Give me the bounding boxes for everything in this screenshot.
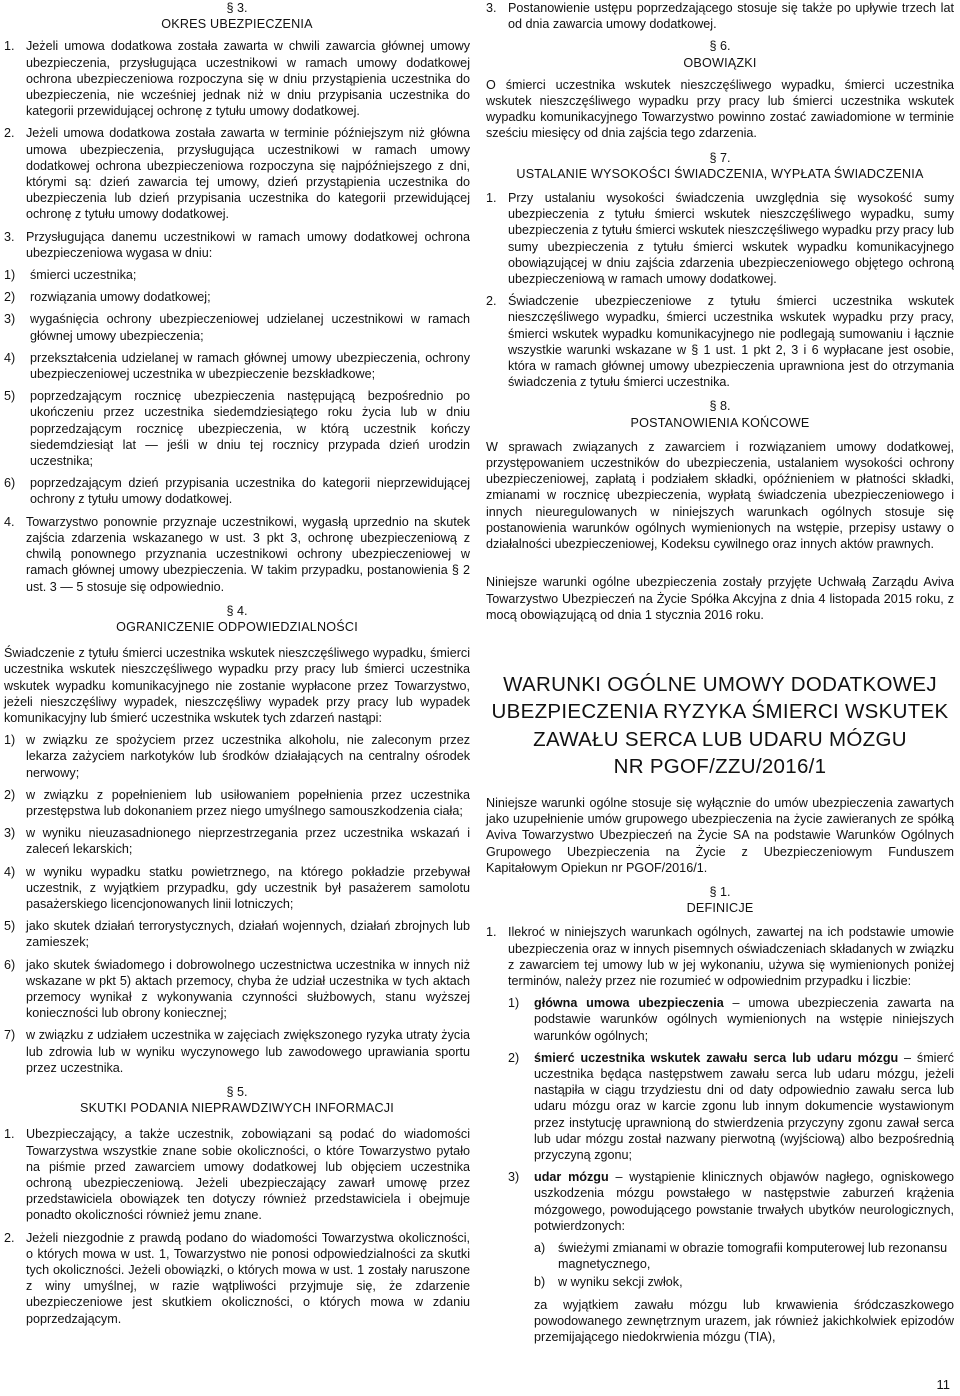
sub-sub-number: a) [534,1240,546,1255]
list-item [486,293,954,390]
item-number: 7) [4,1028,16,1043]
item-number: 5) [4,919,16,934]
definition-body: – wystąpienie klinicznych objawów nagłego, ogniskowego uszkodzenia mózgu powstałego w następstwie zaburzeń krążenia mózgowego, powodującego powstanie trwałych ubytków neurologicznych, potwierdzonych: [534,1170,954,1233]
definition-body: – śmierć uczestnika będąca następstwem zawału serca lub udaru mózgu, jeżeli nastąpiła w ciągu trzydziestu dni od daty odpowiednio zawału serca lub udaru mózgu oraz w karcie zgonu lub innym dokumencie wystawionym przez instytucję uprawnioną do stwierdzenia przyczyny zgonu zawał serca lub udar mózgu został nazwany pierwotną (wyjściową) albo bezpośrednią przyczyną zgonu; [534,1050,954,1162]
item-number: 2. [4,126,15,141]
section-number: § 6. [709,39,731,54]
section-title: OBOWIĄZKI [683,55,757,70]
list-item [4,38,470,119]
section-number: § 7. [709,150,731,165]
adoption-text: Niniejsze warunki ogólne ubezpieczenia zostały przyjęte Uchwałą Zarządu Aviva Towarzystwo Ubezpieczeń na Życie Spółka Akcyjna z dnia 4 listopada 2015 roku, z mocą obowiązującą od dnia 1 stycznia 2016 roku. [486,575,954,622]
sub-number: 4) [4,350,16,365]
list-item [486,190,954,287]
definition-text [534,995,954,1044]
page-number: 11 [936,1377,950,1392]
definition-3-tail: za wyjątkiem zawału mózgu lub krwawienia śródczaszkowego powodowanego zewnętrznym urazem, jak również jakichkolwiek epizodów przemijającego niedokrwienia mózgu (TIA), [534,1297,954,1344]
sub-text: śmierci uczestnika; [30,268,137,283]
definitions-list [486,995,954,1345]
item-number: 1. [4,39,15,54]
sub-item [4,289,470,305]
section-5-heading [4,1084,470,1116]
section-4-intro: Świadczenie z tytułu śmierci uczestnika wskutek nieszczęśliwego wypadku, śmierci uczestnika wskutek nieszczęśliwego wypadku przy pracy lub śmierci uczestnika wskutek wypadku komunikacyjnego nie zostanie wypłacone przez Towarzystwo, jeżeli nieszczęśliwy wypadek, nieszczęśliwy wypadek przy pracy lub wypadek komunikacyjny lub śmierć uczestnika wskutek tych zdarzeń nastąpi: [4,646,470,725]
definition-term: śmierć uczestnika wskutek zawału serca lub udaru mózgu [534,1050,899,1065]
item-text: jako skutek działań terrorystycznych, działań wojennych, działań zbrojnych lub zamieszek; [26,919,470,950]
definition-term: udar mózgu [534,1170,609,1185]
item-number: 3. [486,1,497,15]
item-number: 2. [486,294,497,309]
list-item [4,918,470,950]
section-8-heading [486,398,954,430]
sub-sub-number: b) [534,1275,546,1290]
list-item [486,924,954,989]
definition-term: główna umowa ubezpieczenia [534,996,724,1011]
sub-item [4,311,470,343]
item-text: Towarzystwo ponownie przyznaje uczestnikowi, wygasłą uprzednio na skutek zajścia zdarzenia wskazanego w ust. 3 pkt 3, ochronę ubezpieczeniową z chwilą ponownego przyznania uczestnikowi ochrony ubezpieczeniowej w ramach głównej umowy ubezpieczenia. W takim przypadku, postanowienia § 2 ust. 3 — 5 stosuje się odpowiednio. [26,514,470,594]
sub-number: 1) [508,996,520,1011]
right-column [486,0,954,1351]
list-item [4,1027,470,1076]
sub-text: wygaśnięcia ochrony ubezpieczeniowej udzielanej uczestnikowi w ramach głównej umowy ubezpieczenia; [30,312,470,343]
section-title: SKUTKI PODANIA NIEPRAWDZIWYCH INFORMACJI [79,1101,394,1116]
sub-sub-item [534,1274,954,1290]
section-title: POSTANOWIENIA KOŃCOWE [630,415,810,430]
sub-number: 5) [4,389,16,404]
definition-text [534,1169,954,1234]
section-4-heading [4,603,470,635]
item-number: 1. [486,191,497,206]
section-3-heading [4,0,470,32]
sub-number: 2) [4,290,16,305]
section-title: USTALANIE WYSOKOŚCI ŚWIADCZENIA, WYPŁATA ŚWIADCZENIA [516,166,924,181]
item-text: Postanowienie ustępu poprzedzającego stosuje się także po upływie trzech lat od dnia zawarcia umowy dodatkowej. [508,1,954,32]
definition-body: – umowa ubezpieczenia zawarta na podstawie warunków ogólnych wymienionych na wstępie niniejszych warunków ogólnych; [534,996,954,1043]
item-number: 2) [4,787,16,802]
sub-item [4,475,470,507]
list-item [4,957,470,1022]
sub-sub-item [534,1240,954,1272]
document-title-line: UBEZPIECZENIA RYZYKA ŚMIERCI WSKUTEK [491,700,949,724]
item-number: 4) [4,864,16,879]
document-title-line: NR PGOF/ZZU/2016/1 [613,755,827,779]
item-number: 1) [4,733,16,748]
item-text: w związku z udziałem uczestnika w zajęciach zwiększonego ryzyka utraty życia lub zdrowia lub w wyniku wyczynowego lub zawodowego uprawiania sportu przez uczestnika. [26,1028,470,1075]
item-number: 6) [4,957,16,972]
sub-sub-text: świeżymi zmianami w obrazie tomografii komputerowej lub rezonansu magnetycznego, [558,1240,948,1272]
section-title: DEFINICJE [686,901,754,916]
section-7-heading [486,150,954,182]
item-number: 2. [4,1230,15,1245]
section-8-text: W sprawach związanych z zawarciem i rozwiązaniem umowy dodatkowej, przystępowaniem uczestników do ubezpieczenia, ustalaniem wysokości ochrony ubezpieczeniowej, zapłatą i podziałem składki, opóźnieniem w płatności składki, zmianami w rocznicę ubezpieczenia, wypłatą świadczenia ubezpieczeniowego i innych nieuregulowanych w niniejszych warunkach ogólnych stosuje się postanowienia warunków ogólnych wymienionych na wstępie, przepisy ustawy o działalności ubezpieczeniowej, Kodeksu cywilnego oraz innych aktów prawnych. [486,439,954,552]
item-text: Ubezpieczający, a także uczestnik, zobowiązani są podać do wiadomości Towarzystwa wszystkie znane sobie okoliczności, o które Towarzystwo pytało na piśmie przed zawarciem umowy dodatkowej lub objęciem uczestnika ochroną ubezpieczeniową. Jeżeli ubezpieczający zawarł umowę przez przedstawiciela obowiązek ten dotyczy również przedstawiciela i obejmuje ponadto okoliczności również jemu znane. [26,1127,470,1223]
list-item [4,732,470,781]
section-6-text: O śmierci uczestnika wskutek nieszczęśliwego wypadku, śmierci uczestnika wskutek nieszczęśliwego wypadku przy pracy lub śmierci uczestnika wskutek wypadku komunikacyjnego Towarzystwo powinno zostać zawiadomione w terminie sześciu miesięcy od dnia zajścia tego zdarzenia. [486,77,954,141]
intro-text: Niniejsze warunki ogólne stosuje się wyłącznie do umów ubezpieczenia zawartych jako uzupełnienie umów grupowego ubezpieczenia na życie zawieranych ze spółką Aviva Towarzystwo Ubezpieczeń na Życie SA na podstawie Warunków Ogólnych Grupowego Ubezpieczenia na Życie z Ubezpieczeniowym Funduszem Kapitałowym Opiekun nr PGOF/2016/1. [486,795,954,875]
definition-item [508,1050,954,1163]
definition-3-sublist [508,1240,954,1345]
section-title: OKRES UBEZPIECZENIA [161,17,313,32]
item-text: w związku z popełnieniem lub usiłowaniem popełnienia przez uczestnika przestępstwa lub dokonaniem przez niego umyślnego samouszkodzenia ciała; [26,787,470,818]
sub-number: 1) [4,268,16,283]
section-number: § 5. [226,1084,248,1099]
list-item [4,787,470,819]
document-title-line: WARUNKI OGÓLNE UMOWY DODATKOWEJ [503,672,937,696]
list-item [4,864,470,913]
section-6-heading [486,38,954,70]
sub-sub-text: w wyniku sekcji zwłok, [558,1275,683,1290]
section-number: § 4. [226,603,248,618]
sub-text: poprzedzającym rocznicę ubezpieczenia następującą bezpośrednio po ukończeniu przez uczestnika siedemdziesiątego roku życia lub w dniu poprzedzającym rocznicę ubezpieczenia, w którą uczestnik kończy siedemdziesiąt lat — jeśli w dniu tej rocznicy przypada dzień urodzin uczestnika; [30,389,470,469]
document-title [486,671,954,781]
section-number: § 1. [709,884,731,899]
sub-text: poprzedzającym dzień przypisania uczestnika do kategorii nieprzewidującej ochrony z tytułu umowy dodatkowej. [30,476,470,507]
item-text: jako skutek świadomego i dobrowolnego uczestnictwa uczestnika w innych niż wskazane w pkt 5) aktach przemocy, chyba że udział uczestnika w tych aktach przemocy wynikał z wykonywania czynności służbowych, stanu wyższej konieczności lub obrony koniecznej; [26,957,470,1021]
item-text: w wyniku nieuzasadnionego nieprzestrzegania przez uczestnika wskazań i zaleceń lekarskich; [26,826,470,857]
item-text: w związku ze spożyciem przez uczestnika alkoholu, nie zaleconym przez lekarza zażyciem narkotyków lub środków działających na centralny ośrodek nerwowy; [26,733,470,780]
list-item [4,229,470,261]
sub-text: przekształcenia udzielanej w ramach głównej umowy ubezpieczenia, ochrony ubezpieczeniowej uczestnika w ubezpieczenie bezskładkowe; [30,350,470,382]
item-number: 4. [4,514,15,529]
item-number: 3. [4,229,15,244]
item-text: w wyniku wypadku statku powietrznego, na którego pokładzie przebywał uczestnik, z wyjątkiem przypadku, gdy uczestnik był pasażerem samolotu pasażerskiego licencjonowanych linii lotniczych; [26,864,470,911]
definition-item [508,1169,954,1234]
item-text: Jeżeli niezgodnie z prawdą podano do wiadomości Towarzystwa okoliczności, o których mowa w ust. 1, Towarzystwo nie ponosi odpowiedzialności za skutki tych okoliczności. Jeżeli obowiązki, o których mowa w ust. 1 zostały naruszone z winy umyślnej, w razie wątpliwości przyjmuje się, że zdarzenie ubezpieczeniowe jest skutkiem okoliczności, o których mowa w zdaniu poprzedzającym. [26,1230,470,1326]
item-text: Świadczenie ubezpieczeniowe z tytułu śmierci uczestnika wskutek nieszczęśliwego wypadku, śmierci uczestnika wskutek wypadku przy pracy, śmierci wskutek wypadku komunikacyjnego nie podlegają sumowaniu i łącznie wszystkie warunki wskazane w § 1 ust. 1 pkt 2, 3 i 6 wypłacane jest osobie, która w ramach głównej umowy ubezpieczenia uprawniona jest do otrzymania świadczenia z tytułu śmierci uczestnika. [508,294,954,390]
document-title-line: ZAWAŁU SERCA LUB UDARU MÓZGU [533,727,907,751]
sub-item [4,388,470,469]
sub-number: 3) [4,312,16,327]
definitions-heading [486,884,954,916]
list-item [4,1230,470,1327]
list-item [4,125,470,222]
definition-item [508,995,954,1044]
item-number: 1. [486,925,497,940]
section-title: OGRANICZENIE ODPOWIEDZIALNOŚCI [116,619,358,634]
item-text: Przysługująca danemu uczestnikowi w ramach umowy dodatkowej ochrona ubezpieczeniowa wygasa w dniu: [26,229,470,260]
item-text: Przy ustalaniu wysokości świadczenia uwzględnia się wysokość sumy ubezpieczenia z tytułu śmierci wskutek nieszczęśliwego wypadku, sumy ubezpieczenia z tytułu śmierci wskutek nieszczęśliwego wypadku przy pracy lub sumy ubezpieczenia z tytułu śmierci wskutek wypadku komunikacyjnego obowiązującej w dniu zajścia zdarzenia ubezpieczeniowego objętego ochroną ubezpieczeniową w ramach umowy dodatkowej. [508,191,954,287]
item-text: Ilekroć w niniejszych warunkach ogólnych, zawartej na ich podstawie umowie ubezpieczenia oraz w innych pisemnych oświadczeniach składanych w związku z zawarciem tej umowy lub w jej wykonaniu, używa się wymienionych poniżej terminów, należy przez nie rozumieć w odpowiednim przypadku i liczbie: [508,925,954,988]
list-item [486,0,954,32]
definition-text [534,1050,954,1163]
list-item [4,825,470,857]
item-number: 1. [4,1127,15,1142]
item-text: Jeżeli umowa dodatkowa została zawarta w terminie późniejszym niż główna umowa ubezpieczenia, przysługująca uczestnikowi w ramach umowy dodatkowej ochrona ubezpieczeniowa rozpoczyna się najpóźniejszego z dni, którymi są: dzień zawarcia tej umowy, dzień przystąpienia uczestnika do ubezpieczenia lub dzień przypisania uczestnika do kategorii przewidującej ochronę z tytułu umowy dodatkowej. [26,126,470,222]
section-number: § 8. [709,399,731,414]
sub-number: 6) [4,476,16,491]
sub-item [4,350,470,382]
sub-number: 2) [508,1050,520,1065]
list-item [4,514,470,595]
sub-text: rozwiązania umowy dodatkowej; [30,290,211,305]
left-column [4,0,470,1333]
sub-number: 3) [508,1170,520,1185]
item-number: 3) [4,826,16,841]
section-number: § 3. [226,1,248,15]
list-item [4,1126,470,1223]
sub-item [4,267,470,283]
item-text: Jeżeli umowa dodatkowa została zawarta w chwili zawarcia głównej umowy ubezpieczenia, przysługująca uczestnikowi w ramach umowy dodatkowej ochrona ubezpieczeniowa rozpoczyna się w dniu przystąpienia uczestnika do ubezpieczenia, nie wcześniej jednak niż w dniu przypisania uczestnika do kategorii przewidującej ochronę z tytułu umowy dodatkowej. [26,39,470,119]
